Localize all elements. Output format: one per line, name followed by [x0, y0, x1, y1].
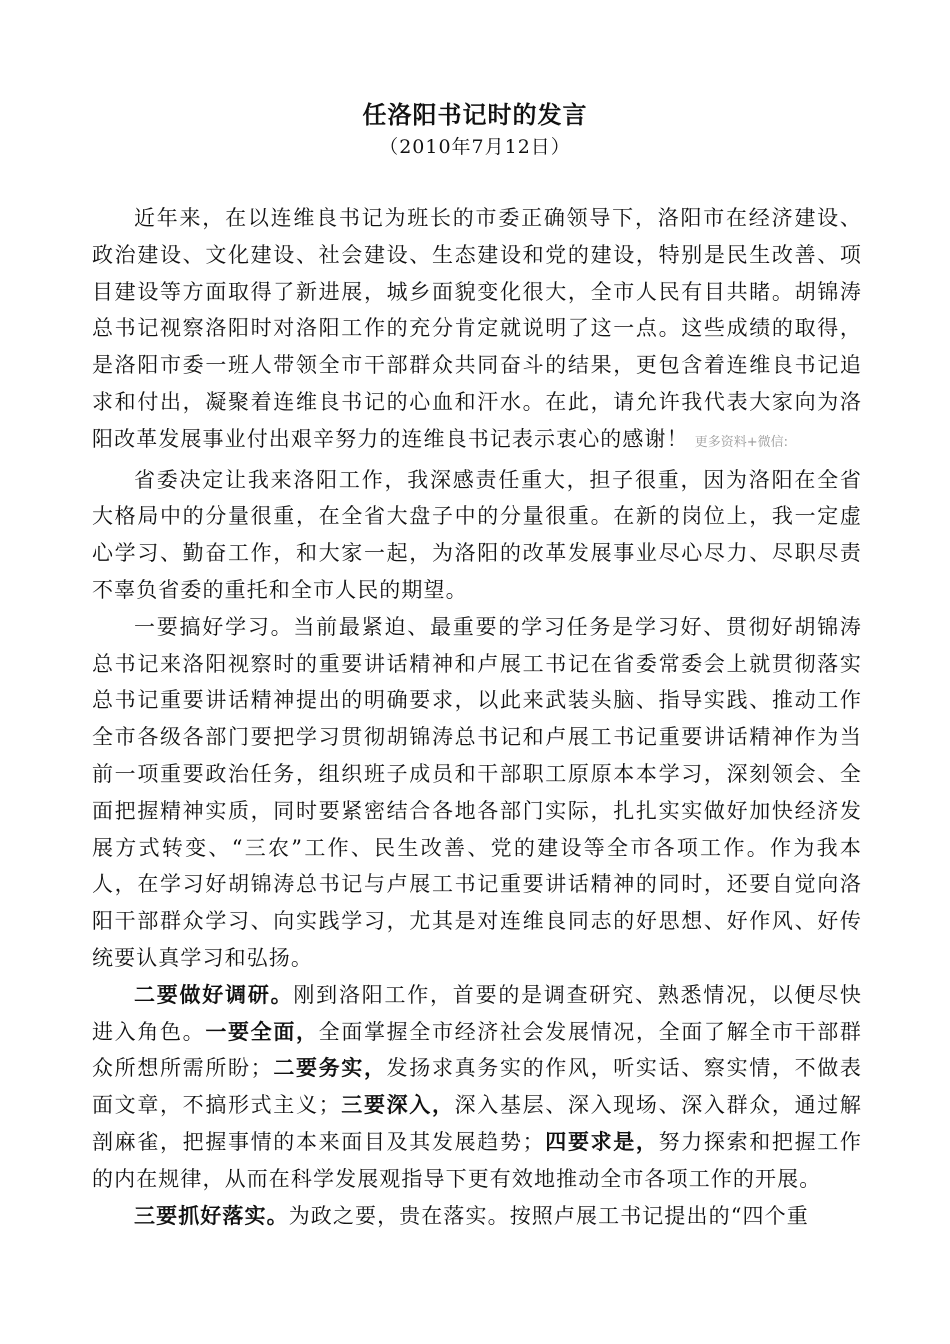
point-text: 发扬求真务实的作风，听实话、察实情，不做表面文章，不搞形式主义； — [92, 1056, 862, 1118]
paragraph-implementation — [92, 1198, 862, 1235]
point-text: 努力探索和把握工作的内在规律，从而在科学发展观指导下更有效地推动全市各项工作的开展。 — [92, 1129, 863, 1191]
point-label: 二要务实， — [272, 1055, 387, 1081]
point-label: 四要求是， — [544, 1128, 659, 1154]
section-lead: 三要抓好落实。 — [134, 1202, 289, 1228]
paragraph-text: 一要搞好学习。当前最紧迫、最重要的学习任务是学习好、贯彻好胡锦涛总书记来洛阳视察时的重要讲话精神和卢展工书记在省委常委会上就贯彻落实总书记重要讲话精神提出的明确要求，以此来武装头脑、指导实践、推动工作全市各级各部门要把学习贯彻胡锦涛总书记和卢展工书记重要讲话精神作为当前一项重要政治任务，组织班子成员和干部职工原原本本学习，深刻领会、全面把握精神实质，同时要紧密结合各地各部门实际，扎扎实实做好加快经济发展方式转变、“三农”工作、民生改善、党的建设等全市各项工作。作为我本人，在学习好胡锦涛总书记与卢展工书记重要讲话精神的同时，还要自觉向洛阳干部群众学习、向实践学习，尤其是对连维良同志的好思想、好作风、好传统要认真学习和弘扬。 — [92, 614, 862, 970]
paragraph-research — [92, 977, 862, 1198]
paragraph-intro — [92, 200, 862, 462]
watermark-note: 更多资料+微信: — [694, 434, 788, 450]
section-lead: 二要做好调研。 — [134, 981, 294, 1007]
paragraph-text: 刚到洛阳工作，首要的是调查研究、熟悉情况，以便尽快进入角色。 — [92, 982, 863, 1044]
document-body — [92, 200, 862, 1234]
point-label: 一要全面， — [205, 1018, 319, 1044]
paragraph-text: 省委决定让我来洛阳工作，我深感责任重大，担子很重，因为洛阳在全省大格局中的分量很重，在全省大盘子中的分量很重。在新的岗位上，我一定虚心学习、勤奋工作，和大家一起，为洛阳的改革发展事业尽心尽力、尽职尽责不辜负省委的重托和全市人民的期望。 — [92, 467, 862, 602]
point-text: 深入基层、深入现场、深入群众，通过解剖麻雀，把握事情的本来面目及其发展趋势； — [92, 1093, 862, 1154]
document-date: （2010年7月12日） — [379, 136, 571, 158]
paragraph-study — [92, 609, 862, 977]
paragraph-appointment — [92, 462, 862, 609]
point-text: 全面掌握全市经济社会发展情况，全面了解全市干部群众所想所需所盼； — [92, 1019, 863, 1081]
point-label: 三要深入， — [340, 1092, 455, 1118]
document-title: 任洛阳书记时的发言 — [362, 100, 588, 129]
paragraph-text: 为政之要，贵在落实。按照卢展工书记提出的“四个重 — [288, 1203, 809, 1228]
paragraph-text: 近年来，在以连维良书记为班长的市委正确领导下，洛阳市在经济建设、政治建设、文化建设、社会建设、生态建设和党的建设，特别是民生改善、项目建设等方面取得了新进展，城乡面貌变化很大，全市人民有目共睹。胡锦涛总书记视察洛阳时对洛阳工作的充分肯定就说明了这一点。这些成绩的取得，是洛阳市委一班人带领全市干部群众共同奋斗的结果，更包含着连维良书记追求和付出，凝聚着连维良书记的心血和汗水。在此，请允许我代表大家向为洛阳改革发展事业付出艰辛努力的连维良书记表示衷心的感谢！ — [92, 206, 862, 451]
